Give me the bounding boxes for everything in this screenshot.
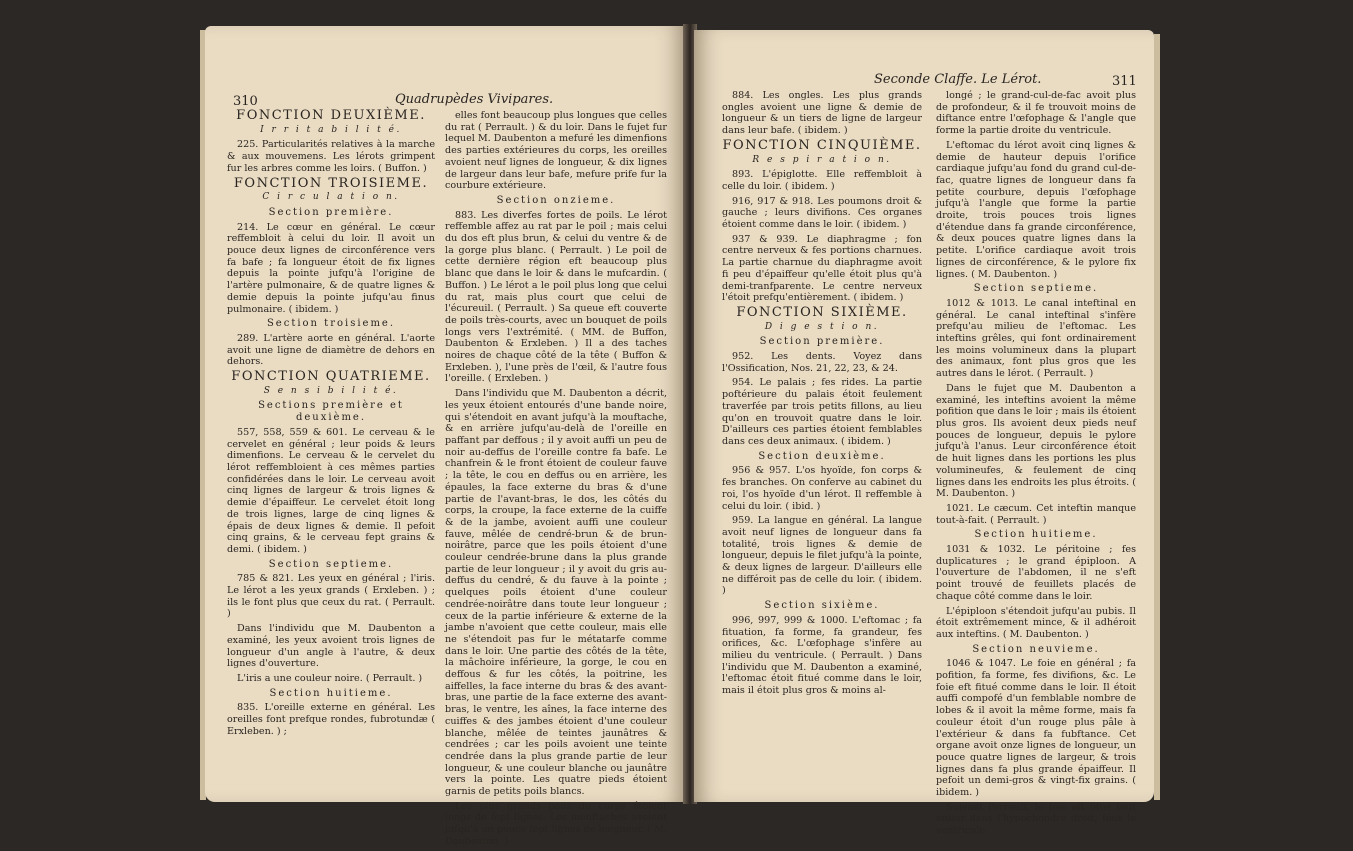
paragraph: 884. Les ongles. Les plus grands ongles avoient une ligne & demie de longueur & un tiers de ligne de largeur dans leur bafe. ( ibidem. )	[722, 90, 922, 137]
section-heading: Section neuvieme.	[972, 643, 1100, 655]
section-heading: Section onzieme.	[496, 194, 616, 206]
paragraph: Les plus grands poils du corps étoient longs de fept lignes. Les mouftaches avoient jufqu'à un pouce fept lignes de longueur. ( M. Daubenton. )	[445, 800, 667, 847]
paragraph: 214. Le cœur en général. Le cœur reffembloit à celui du loir. Il avoit un pouce deux lignes de circonférence vers fa bafe ; fa longueur étoit de fix lignes depuis la pointe jufqu'à l'origine de l'artère pulmonaire, & de quatre lignes & demie depuis la pointe jufqu'au finus pulmonaire. ( ibidem. )	[227, 221, 435, 315]
section-heading: Section huitieme.	[269, 687, 393, 699]
paragraph: 937 & 939. Le diaphragme ; fon centre nerveux & fes portions charnues. La partie charnue du diaphragme avoit fi peu d'épaiffeur qu'elle étoit plus qu'à demi-tranfparente. Le centre nerveux l'étoit prefqu'entièrement. ( ibidem. )	[722, 233, 922, 304]
paragraph: Dans le fujet que M. Daubenton a examiné, les inteftins avoient la même pofition que dans le loir ; mais ils étoient plus gros. Ils avoient deux pieds neuf pouces de longueur, depuis le pylore jufqu'à l'anus. Leur circonférence étoit de huit lignes dans les portions les plus volumineufes, & feulement de cinq lignes dans les endroits les plus étroits. ( M. Daubenton. )	[936, 382, 1136, 500]
right-page	[694, 30, 1154, 837]
paragraph: 1046 & 1047. Le foie en général ; fa pofition, fa forme, fes divifions, &c. Le foie eft fitué comme dans le loir. Il étoit auffi compofé d'un femblable nombre de lobes & il avoit la même forme, mais fa couleur étoit d'un rouge plus pâle à l'extérieur & dans fa fubftance. Cet organe avoit onze lignes de longueur, un pouce quatre lignes de largeur, & trois lignes dans fa plus grande épaiffeur. Il pefoit un demi-gros & vingt-fix grains. ( ibidem. )	[936, 658, 1136, 799]
paragraph: 835. L'oreille externe en général. Les oreilles font prefque rondes, fubrotundæ ( Erxleben. ) ;	[227, 702, 435, 737]
paragraph: L'iris a une couleur noire. ( Perrault. )	[237, 672, 423, 684]
section-heading: Section septieme.	[973, 283, 1099, 295]
page-number-right: 311	[1112, 74, 1137, 89]
paragraph: 1021. Le cæcum. Cet inteftin manque tout-à-fait. ( Perrault. )	[936, 502, 1136, 526]
paragraph: 956 & 957. L'os hyoïde, fon corps & fes branches. On conferve au cabinet du roi, l'os hyoïde d'un lérot. Il reffemble à celui du loir. ( ibid. )	[722, 465, 922, 512]
function-heading: FONCTION SIXIÈME.	[736, 304, 908, 320]
paragraph: longé ; le grand-cul-de-fac avoit plus de profondeur, & il fe trouvoit moins de diftance entre l'œfophage & l'angle que forme la partie droite du ventricule.	[936, 90, 1136, 137]
paragraph: elles font beaucoup plus longues que celles du rat ( Perrault. ) & du loir. Dans le fujet fur lequel M. Daubenton a mefuré les dimenfions des parties extérieures du corps, les oreilles avoient neuf lignes de longueur, & dix lignes de largeur dans leur bafe, mefure prife fur la courbure extérieure.	[445, 110, 667, 192]
running-head-right: Seconde Claffe. Le Lérot.	[874, 72, 1042, 87]
section-heading: Section première.	[268, 206, 394, 218]
paragraph: Dans l'individu que M. Daubenton a examiné, les yeux avoient trois lignes de longueur d'un angle à l'autre, & deux lignes d'ouverture.	[227, 623, 435, 670]
paragraph: L'épiploon s'étendoit jufqu'au pubis. Il étoit extrêmement mince, & il adhéroit aux inteftins. ( M. Daubenton. )	[936, 605, 1136, 640]
paragraph: Suivant Perrault, le foie eft fitué tout entier dans l'hypochondre droit, fous le ventricule.	[936, 801, 1136, 837]
right-column-2	[936, 90, 1136, 840]
paragraph: 1012 & 1013. Le canal inteftinal en général. Le canal inteftinal s'infère prefqu'au milieu de l'eftomac. Les inteftins grêles, qui font ordinairement les moins volumineux dans la plupart des animaux, font plus gros que les autres dans le lérot. ( Perrault. )	[936, 297, 1136, 380]
function-heading: FONCTION CINQUIÈME.	[722, 137, 922, 153]
function-subheading: R e s p i r a t i o n.	[752, 154, 892, 165]
paragraph: 893. L'épiglotte. Elle reffembloit à celle du loir. ( ibidem. )	[722, 169, 922, 192]
section-heading: Section première.	[759, 336, 885, 348]
function-subheading: I r r i t a b i l i t é.	[260, 124, 402, 135]
left-column-1	[227, 110, 435, 740]
right-column-1	[722, 90, 922, 700]
left-column-2	[445, 110, 667, 851]
section-heading: Section troisieme.	[266, 318, 396, 330]
function-heading: FONCTION TROISIEME.	[233, 175, 429, 191]
paragraph: 1031 & 1032. Le péritoine ; fes duplicatures ; le grand épiploon. A l'ouverture de l'abdomen, il ne s'eft point trouvé de feuillets placés de chaque côté comme dans le loir.	[936, 544, 1136, 602]
section-heading: Section sixième.	[764, 600, 880, 612]
section-heading: Section septieme.	[268, 558, 394, 570]
section-heading: Section huitieme.	[974, 529, 1098, 541]
function-subheading: D i g e s t i o n.	[764, 321, 880, 332]
function-heading: FONCTION DEUXIÈME.	[236, 108, 426, 123]
paragraph: L'eftomac du lérot avoit cinq lignes & demie de hauteur depuis l'orifice cardiaque jufqu'au fond du grand cul-de-fac, quatre lignes de longueur dans fa petite courbure, depuis l'œfophage jufqu'à l'angle que forme la partie droite, trois pouces trois lignes d'étendue dans fa grande circonférence, & deux pouces quatre lignes dans la petite. L'orifice cardiaque avoit trois lignes de circonférence, & le pylore fix lignes. ( M. Daubenton. )	[936, 139, 1136, 280]
paragraph: 959. La langue en général. La langue avoit neuf lignes de longueur dans fa totalité, trois lignes & demie de longueur, depuis le filet jufqu'à la pointe, & deux lignes de largeur. D'ailleurs elle ne différoit pas de celle du loir. ( ibidem. )	[722, 515, 922, 597]
paragraph: Dans l'individu que M. Daubenton a décrit, les yeux étoient entourés d'une bande noire, qui s'étendoit en avant jufqu'à la mouftache, & en arrière jufqu'au-delà de l'oreille en paffant par deffous ; il y avoit auffi un peu de noir au-deffus de l'oreille contre fa bafe. Le chanfrein & le front étoient de couleur fauve ; la tête, le cou en deffus ou en arrière, les épaules, la face externe du bras & d'une partie de l'avant-bras, le dos, les côtés du corps, la croupe, la face externe de la cuiffe & de la jambe, avoient auffi une couleur fauve, mêlée de cendré-brun & de brun-noirâtre, parce que les poils étoient d'une couleur cendrée-brune dans la plus grande partie de leur longueur ; il y avoit du gris au-deffus du cendré, & du fauve à la pointe ; quelques poils étoient d'une couleur cendrée-noirâtre dans toute leur longueur ; ceux de la partie inférieure & externe de la jambe n'avoient que cette couleur, mais elle ne s'étendoit pas fur le métatarfe comme dans le loir. Une partie des côtés de la tête, la mâchoire inférieure, la gorge, le cou en deffous & fur les côtés, la poitrine, les aiffelles, la face interne du bras & des avant-bras, une partie de la face externe des avant-bras, le ventre, les aînes, la face interne des cuiffes & des jambes étoient d'une couleur blanche, mêlée de teintes jaunâtres & cendrées ; car les poils avoient une teinte cendrée dans la plus grande partie de leur longueur, & une couleur blanche ou jaunâtre vers la pointe. Les quatre pieds étoient garnis de petits poils blancs.	[445, 388, 667, 798]
left-page	[205, 26, 685, 847]
paragraph: 785 & 821. Les yeux en général ; l'iris. Le lérot a les yeux grands ( Erxleben. ) ; ils le font plus que ceux du rat. ( Perrault. )	[227, 573, 435, 620]
right-page-edge	[1154, 34, 1160, 800]
section-heading: Section deuxième.	[758, 450, 886, 462]
running-head-left: Quadrupèdes Vivipares.	[395, 92, 554, 107]
page-number-left: 310	[233, 94, 258, 109]
paragraph: 916, 917 & 918. Les poumons droit & gauche ; leurs divifions. Ces organes étoient comme dans le loir. ( ibidem. )	[722, 195, 922, 231]
paragraph: 954. Le palais ; fes rides. La partie poftérieure du palais étoit feulement traverfée par trois petits fillons, au lieu qu'on en trouvoit quatre dans le loir. D'ailleurs ces parties étoient femblables dans ces deux animaux. ( ibidem. )	[722, 377, 922, 447]
paragraph: 883. Les diverfes fortes de poils. Le lérot reffemble affez au rat par le poil ; mais celui du dos eft plus brun, & celui du ventre & de la gorge plus blanc. ( Perrault. ) Le poil de cette dernière région eft beaucoup plus blanc que dans le loir & dans le mufcardin. ( Buffon. ) Le lérot a le poil plus long que celui du rat, mais plus court que celui de l'écureuil. ( Perrault. ) Sa queue eft couverte de poils très-courts, avec un bouquet de poils longs vers l'extrémité. ( MM. de Buffon, Daubenton & Erxleben. ) Il a des taches noires de chaque côté de la tête ( Buffon & Erxleben. ), l'une près de l'œil, & l'autre fous l'oreille. ( Erxleben. )	[445, 209, 667, 385]
paragraph: 996, 997, 999 & 1000. L'eftomac ; fa fituation, fa forme, fa grandeur, fes orifices, &c. L'œfophage s'infère au milieu du ventricule. ( Perrault. ) Dans l'individu que M. Daubenton a examiné, l'eftomac étoit fitué comme dans le loir, mais il étoit plus gros & moins al-	[722, 614, 922, 697]
paragraph: 557, 558, 559 & 601. Le cerveau & le cervelet en général ; leur poids & leurs dimenfions. Le cerveau & le cervelet du lérot reffembloient à ces mêmes parties confidérées dans le loir. Le cerveau avoit cinq lignes de largeur & trois lignes & demie d'épaiffeur. Le cervelet étoit long de trois lignes, large de cinq lignes & épais de deux lignes & demie. Il pefoit cinq grains, & le cerveau fept grains & demi. ( ibidem. )	[227, 426, 435, 555]
function-heading: FONCTION QUATRIEME.	[231, 369, 431, 385]
function-subheading: C i r c u l a t i o n.	[262, 192, 400, 203]
paragraph: 289. L'artère aorte en général. L'aorte avoit une ligne de diamètre de dehors en dehors.	[227, 332, 435, 368]
section-heading: Sections première et deuxième.	[258, 400, 404, 424]
function-subheading: S e n s i b i l i t é.	[263, 385, 399, 396]
paragraph: 225. Particularités relatives à la marche & aux mouvemens. Les lérots grimpent fur les arbres comme les loirs. ( Buffon. )	[227, 139, 435, 174]
paragraph: 952. Les dents. Voyez dans l'Ossification, Nos. 21, 22, 23, & 24.	[722, 351, 922, 374]
